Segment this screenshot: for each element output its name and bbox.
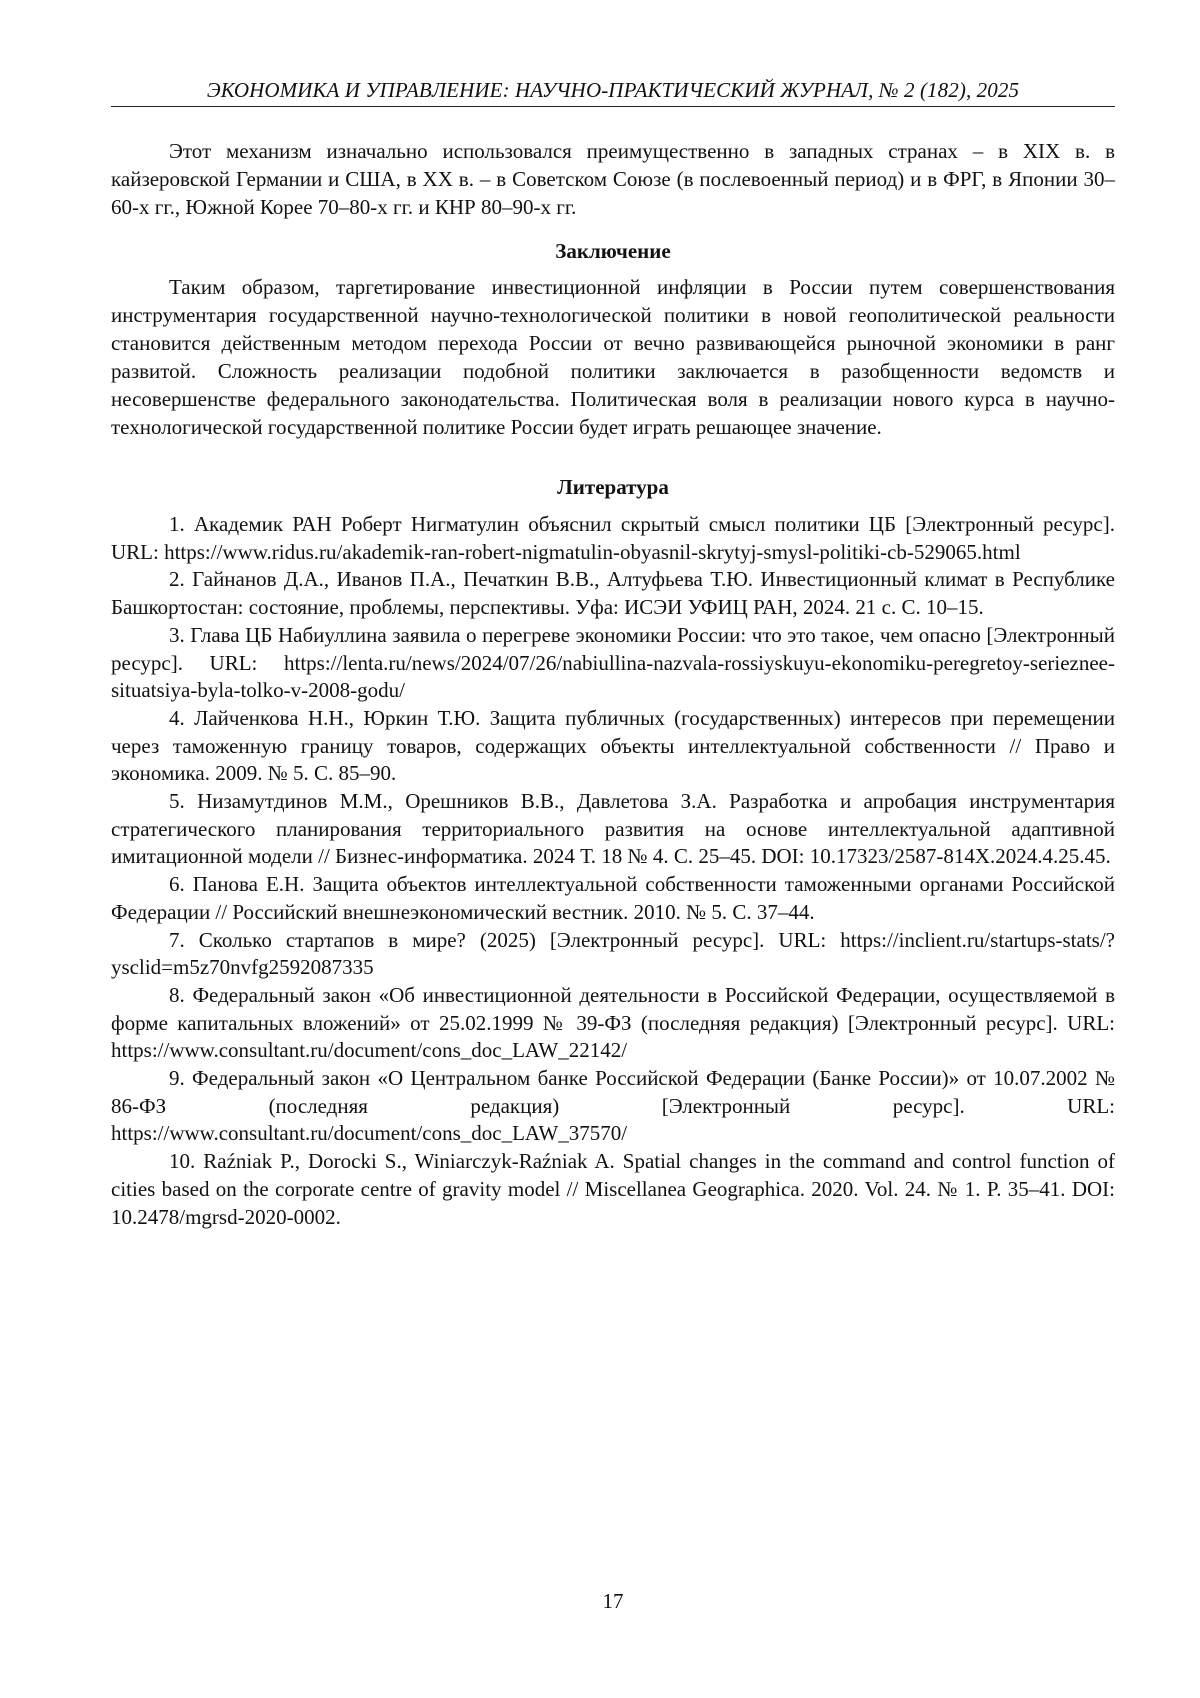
running-header: ЭКОНОМИКА И УПРАВЛЕНИЕ: НАУЧНО-ПРАКТИЧЕСКИЙ ЖУРНАЛ, № 2 (182), 2025 bbox=[111, 78, 1115, 107]
page-number: 17 bbox=[111, 1589, 1115, 1614]
reference-item: 3. Глава ЦБ Набиуллина заявила о перегреве экономики России: что это такое, чем опасно [Электронный ресурс]. URL: https://lenta.ru/news/2024/07/26/nabiullina-nazvala-rossiyskuyu-ekonomiku-peregretoy-serieznee-situatsiya-byla-tolko-v-2008-godu/ bbox=[111, 622, 1115, 705]
reference-item: 2. Гайнанов Д.А., Иванов П.А., Печаткин В.В., Алтуфьева Т.Ю. Инвестиционный климат в Республике Башкортостан: состояние, проблемы, перспективы. Уфа: ИСЭИ УФИЦ РАН, 2024. 21 с. С. 10–15. bbox=[111, 566, 1115, 621]
reference-item: 8. Федеральный закон «Об инвестиционной деятельности в Российской Федерации, осу­ществляемой в форме капитальных вложений» от 25.02.1999 № 39-ФЗ (последняя редакция) [Электронный ресурс]. URL: https://www.consultant.ru/document/cons_doc_LAW_22142/ bbox=[111, 982, 1115, 1065]
reference-item: 9. Федеральный закон «О Центральном банке Российской Федерации (Банке России)» от 10.07.2002 № 86-ФЗ (последняя редакция) [Электронный ресурс]. URL: https://www.consultant.ru/document/cons_doc_LAW_37570/ bbox=[111, 1065, 1115, 1148]
reference-item: 5. Низамутдинов М.М., Орешников В.В., Давлетова З.А. Разработка и апробация инстру­ментария стратегического планирования территориального развития на основе интеллектуаль­ной адаптивной имитационной модели // Бизнес-информатика. 2024 Т. 18 № 4. С. 25–45. DOI: 10.17323/2587-814X.2024.4.25.45. bbox=[111, 788, 1115, 871]
reference-item: 10. Raźniak P., Dorocki S., Winiarczyk-Raźniak A. Spatial changes in the command and control function of cities based on the corporate centre of gravity model // Miscellanea Geographica. 2020. Vol. 24. № 1. P. 35–41. DOI: 10.2478/mgrsd-2020-0002. bbox=[111, 1148, 1115, 1231]
reference-list bbox=[111, 511, 1115, 1231]
conclusion-paragraph: Таким образом, таргетирование инвестиционной инфляции в России путем совершенство­вания инструментария государственной научно-технологической политики в новой геополити­ческой реальности становится действенным методом перехода России от вечно развивающейся рыночной экономики в ранг развитой. Сложность реализации подобной политики заключается в разобщенности ведомств и несовершенстве федерального законодательства. Политическая воля в реализации нового курса в научно-технологической государственной политике России будет играть решающее значение. bbox=[111, 273, 1115, 441]
references-heading: Литература bbox=[111, 473, 1115, 501]
journal-page bbox=[111, 78, 1115, 1678]
reference-item: 1. Академик РАН Роберт Нигматулин объяснил скрытый смысл политики ЦБ [Электронный ресурс]. URL: https://www.ridus.ru/akademik-ran-robert-nigmatulin-obyasnil-skrytyj-smysl-politiki-cb-529065.html bbox=[111, 511, 1115, 566]
reference-item: 6. Панова Е.Н. Защита объектов интеллектуальной собственности таможенными органами Российской Федерации // Российский внешнеэкономический вестник. 2010. № 5. С. 37–44. bbox=[111, 871, 1115, 926]
reference-item: 7. Сколько стартапов в мире? (2025) [Электронный ресурс]. URL: https://inclient.ru/startups-stats/?ysclid=m5z70nvfg2592087335 bbox=[111, 927, 1115, 982]
reference-item: 4. Лайченкова Н.Н., Юркин Т.Ю. Защита публичных (государственных) интересов при перемещении через таможенную границу товаров, содержащих объекты интеллектуальной соб­ственности // Право и экономика. 2009. № 5. С. 85–90. bbox=[111, 705, 1115, 788]
conclusion-heading: Заключение bbox=[111, 237, 1115, 265]
intro-paragraph: Этот механизм изначально использовался преимущественно в западных странах – в XIX в. в кайзеровской Германии и США, в XX в. – в Советском Союзе (в послевоенный период) и в ФРГ, в Японии 30–60-х гг., Южной Корее 70–80-х гг. и КНР 80–90-х гг. bbox=[111, 137, 1115, 221]
